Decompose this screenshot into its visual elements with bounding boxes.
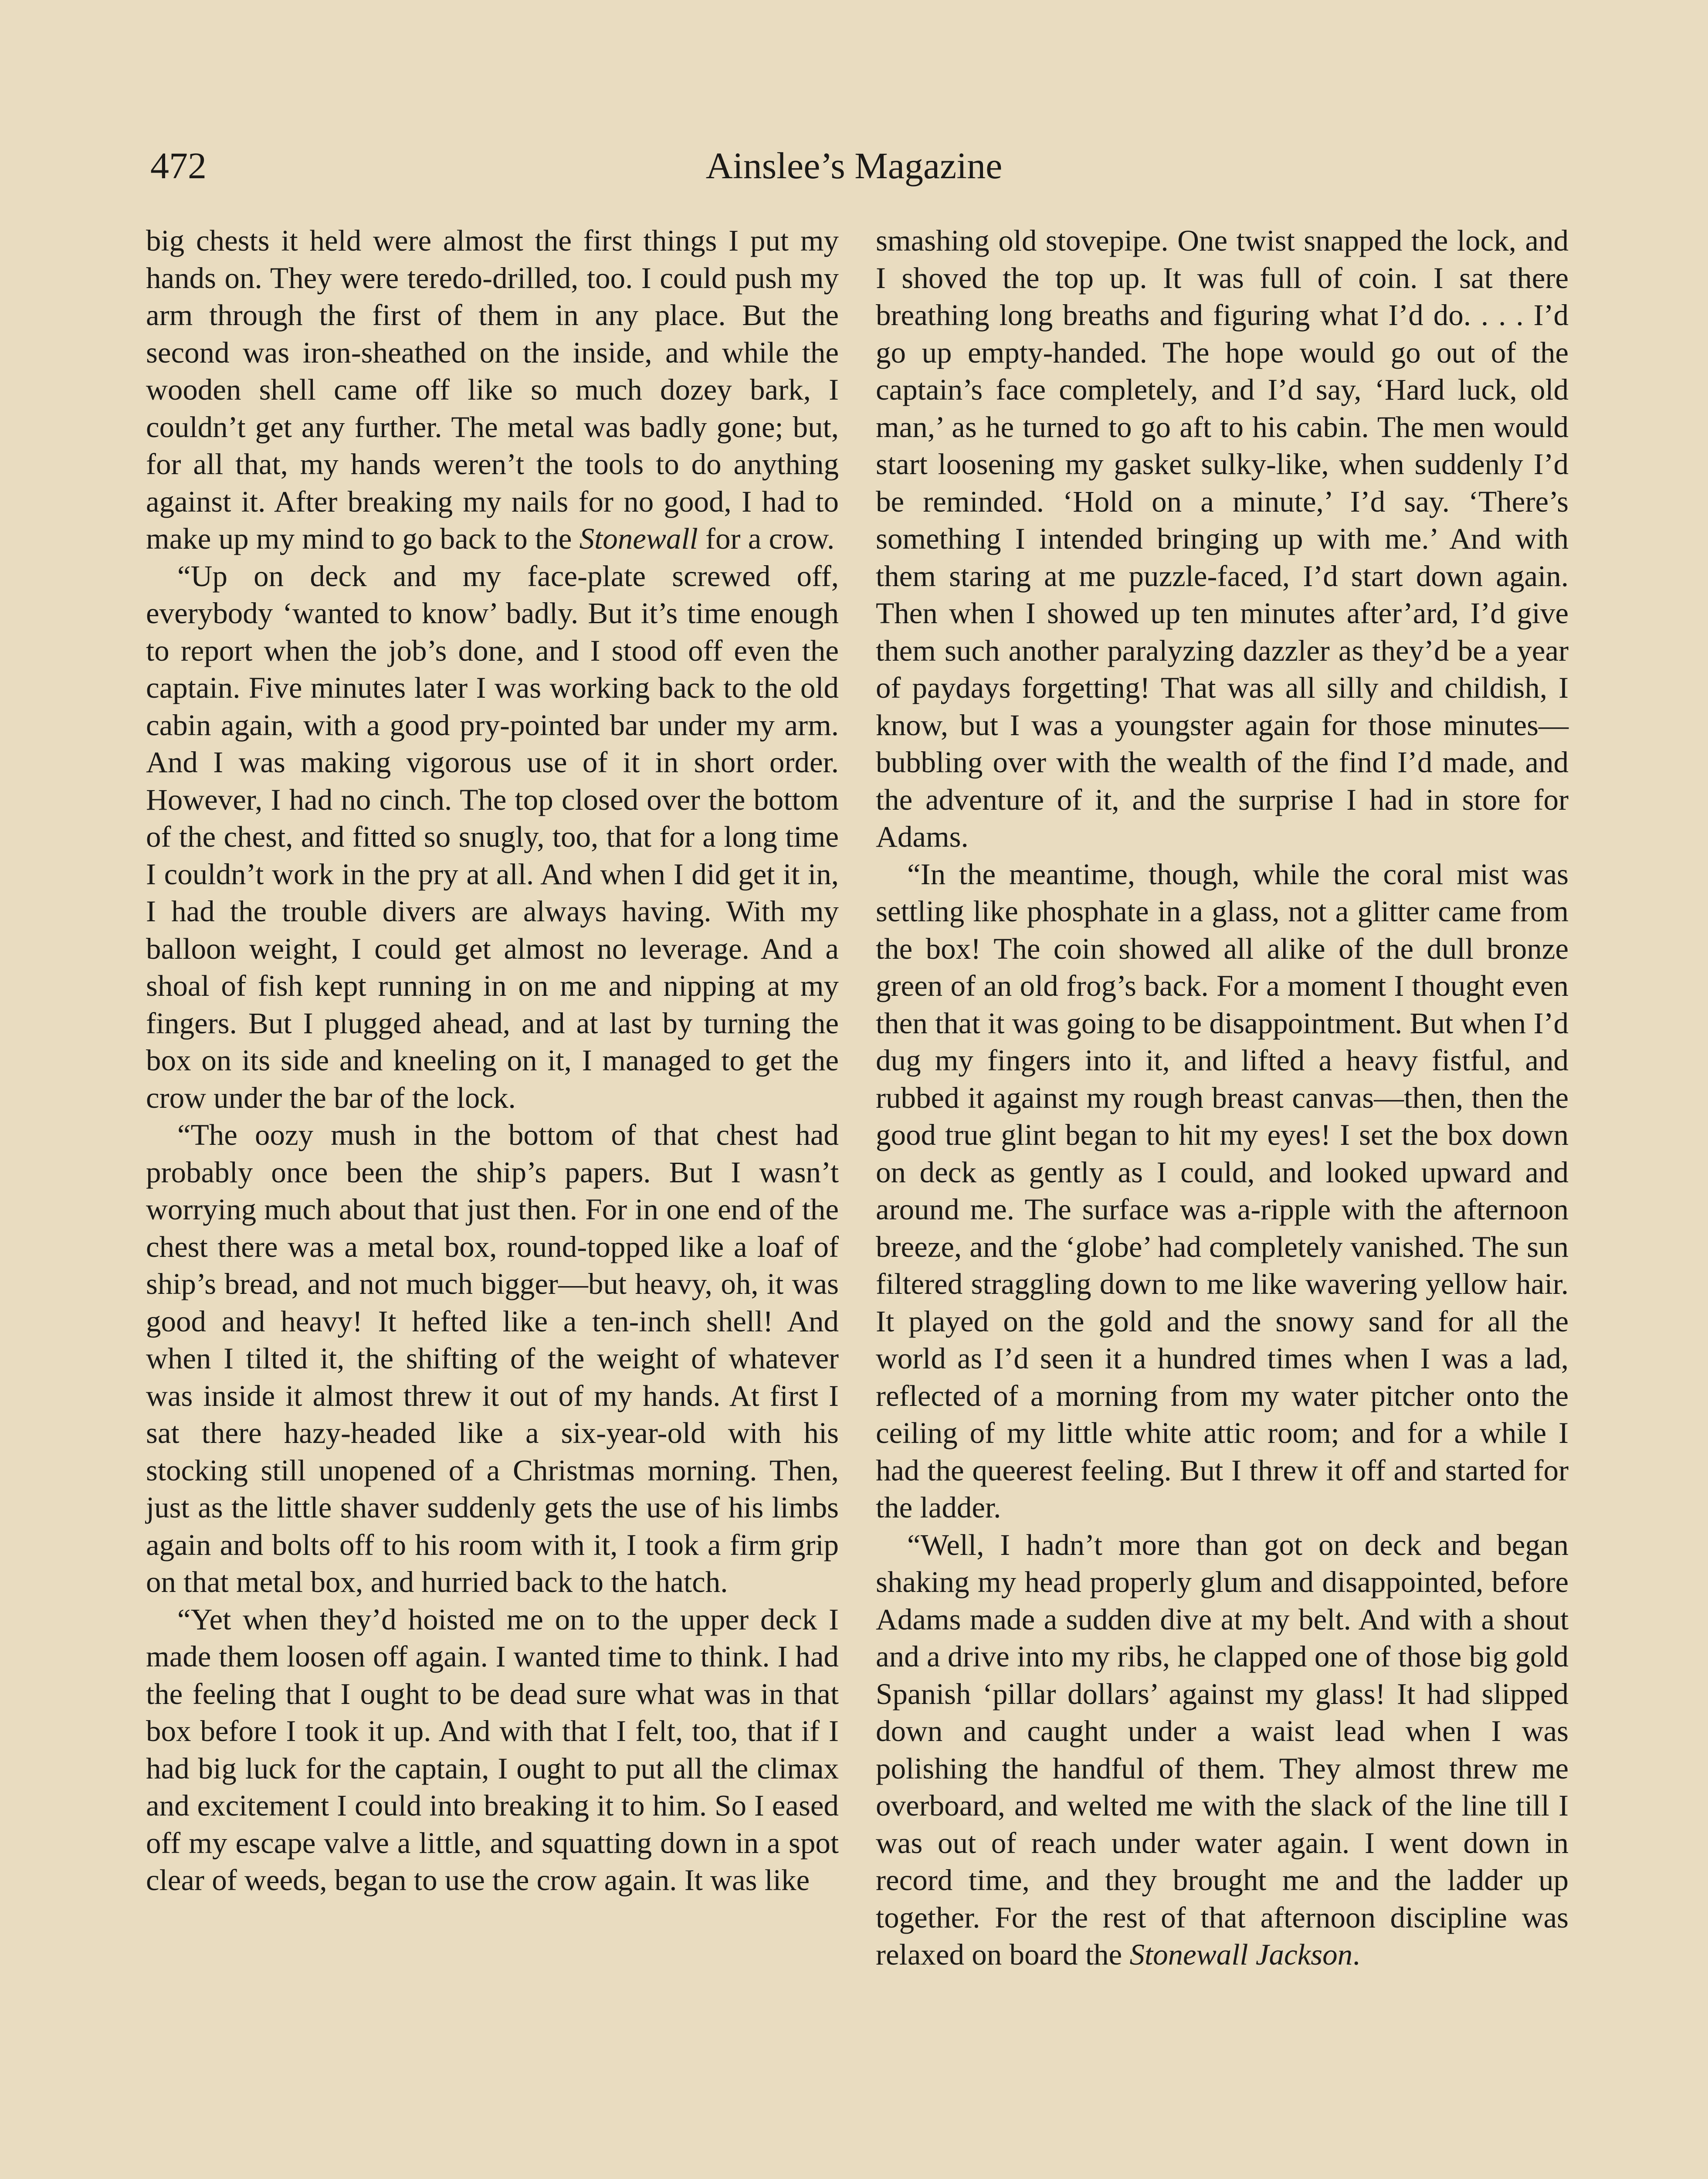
paragraph [876,1527,1569,1974]
paragraph-text: big chests it held were almost the first things I put my hands on. They were teredo-drilled, too. I could push my arm through the first of them in any place. But the second was iron-sheathed on the inside, and while the wooden shell came off like so much dozey bark, I couldn’t get any further. The metal was badly gone; but, for all that, my hands weren’t the tools to do anything against it. After breaking my nails for no good, I had to make up my mind to go back to the [146,224,839,555]
paragraph [876,222,1569,856]
paragraph-text: . [1352,1938,1360,1971]
italic-text: Stonewall Jackson [1129,1938,1353,1971]
right-column [876,222,1569,2179]
page-number: 472 [150,145,207,187]
paragraph [876,856,1569,1527]
paragraph [146,558,839,1117]
magazine-title: Ainslee’s Magazine [705,145,1003,187]
paragraph-text: smashing old stovepipe. One twist snapped the lock, and I shoved the top up. It was full of coin. I sat there breathing long breaths and figuring what I’d do. . . . I’d go up empty-handed. The hope would go out of the captain’s face completely, and I’d say, ‘Hard luck, old man,’ as he turned to go aft to his cabin. The men would start loosening my gasket sulky-like, when suddenly I’d be reminded. ‘Hold on a minute,’ I’d say. ‘There’s something I intended bringing up with me.’ And with them staring at me puzzle-faced, I’d start down again. Then when I showed up ten minutes after’ard, I’d give them such another paralyzing dazzler as they’d be a year of paydays forgetting! That was all silly and childish, I know, but I was a youngster again for those minutes—bubbling over with the wealth of the find I’d made, and the adventure of it, and the surprise I had in store for Adams. [876,224,1569,853]
paragraph-text: “In the meantime, though, while the coral mist was settling like phosphate in a glass, not a glitter came from the box! The coin showed all alike of the dull bronze green of an old frog’s back. For a moment I thought even then that it was going to be disappointment. But when I’d dug my fingers into it, and lifted a heavy fistful, and rubbed it against my rough breast canvas—then, then the good true glint began to hit my eyes! I set the box down on deck as gently as I could, and looked upward and around me. The surface was a-ripple with the afternoon breeze, and the ‘globe’ had completely vanished. The sun filtered straggling down to me like wavering yellow hair. It played on the gold and the snowy sand for all the world as I’d seen it a hundred times when I was a lad, reflected of a morning from my water pitcher onto the ceiling of my little white attic room; and for a while I had the queerest feeling. But I threw it off and started for the ladder. [876,857,1569,1524]
paragraph-text: for a crow. [698,522,835,555]
italic-text: Stonewall [579,522,698,555]
paragraph [146,1601,839,1899]
left-column [146,222,839,2179]
paragraph-text: “Up on deck and my face-plate screwed off, everybody ‘wanted to know’ badly. But it’s time enough to report when the job’s done, and I stood off even the captain. Five minutes later I was working back to the old cabin again, with a good pry-pointed bar under my arm. And I was making vigorous use of it in short order. However, I had no cinch. The top closed over the bottom of the chest, and fitted so snugly, too, that for a long time I couldn’t work in the pry at all. And when I did get it in, I had the trouble divers are always having. With my balloon weight, I could get almost no leverage. And a shoal of fish kept running in on me and nipping at my fingers. But I plugged ahead, and at last by turning the box on its side and kneeling on it, I managed to get the crow under the bar of the lock. [146,559,839,1114]
paragraph-text: “The oozy mush in the bottom of that chest had probably once been the ship’s papers. But I wasn’t worrying much about that just then. For in one end of the chest there was a metal box, round-topped like a loaf of ship’s bread, and not much bigger—but heavy, oh, it was good and heavy! It hefted like a ten-inch shell! And when I tilted it, the shifting of the weight of whatever was inside it almost threw it out of my hands. At first I sat there hazy-headed like a six-year-old with his stocking still unopened of a Christmas morning. Then, just as the little shaver suddenly gets the use of his limbs again and bolts off to his room with it, I took a firm grip on that metal box, and hurried back to the hatch. [146,1118,839,1599]
paragraph [146,222,839,558]
paragraph-text: “Yet when they’d hoisted me on to the upper deck I made them loosen off again. I wanted time to think. I had the feeling that I ought to be dead sure what was in that box before I took it up. And with that I felt, too, that if I had big luck for the captain, I ought to put all the climax and excitement I could into breaking it to him. So I eased off my escape valve a little, and squatting down in a spot clear of weeds, began to use the crow again. It was like [146,1602,839,1897]
paragraph [146,1117,839,1601]
paragraph-text: “Well, I hadn’t more than got on deck and began shaking my head properly glum and disappointed, before Adams made a sudden dive at my belt. And with a shout and a drive into my ribs, he clapped one of those big gold Spanish ‘pillar dollars’ against my glass! It had slipped down and caught under a waist lead when I was polishing the handful of them. They almost threw me overboard, and welted me with the slack of the line till I was out of reach under water again. I went down in record time, and they brought me and the ladder up together. For the rest of that afternoon discipline was relaxed on board the [876,1528,1569,1971]
page-header [150,131,1558,200]
